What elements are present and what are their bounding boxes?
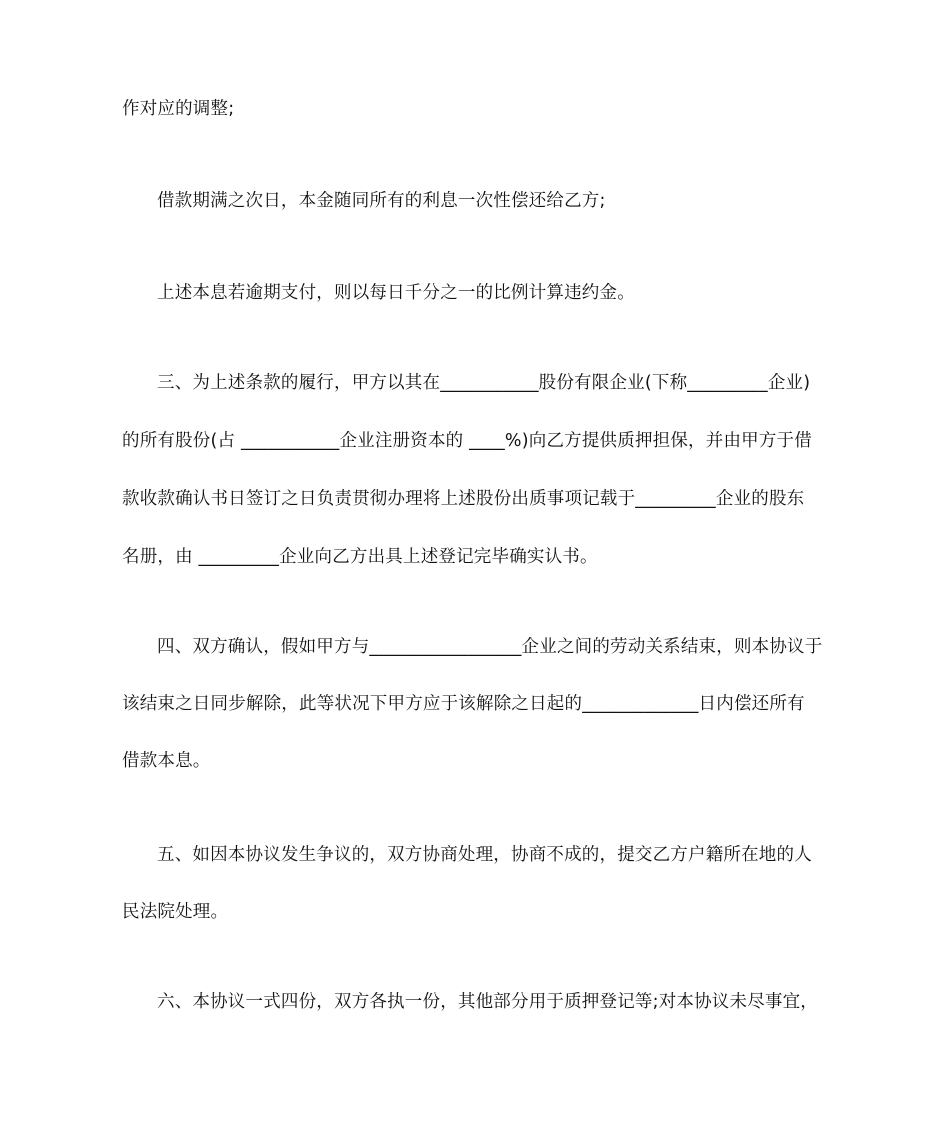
clause-3-line: 三、为上述条款的履行，甲方以其在___________股份有限企业(下称_________企业) [157, 373, 811, 393]
clause-3-line: 款收款确认书日签订之日负责贯彻办理将上述股份出质事项记载于_________企业的股东 [122, 489, 805, 509]
clause-4-line: 四、双方确认，假如甲方与_________________企业之间的劳动关系结束，则本协议于 [157, 637, 823, 657]
clause-5-line: 五、如因本协议发生争议的，双方协商处理，协商不成的，提交乙方户籍所在地的人 [157, 845, 812, 865]
clause-4-line: 该结束之日同步解除，此等状况下甲方应于该解除之日起的_____________日内偿还所有 [122, 694, 805, 714]
text-line: 上述本息若逾期支付，则以每日千分之一的比例计算违约金。 [157, 283, 635, 303]
clause-4-line: 借款本息。 [122, 751, 211, 771]
clause-3-line: 的所有股份(占 ___________企业注册资本的 ____%)向乙方提供质押担保，并由甲方于借 [122, 431, 812, 451]
clause-3-line: 名册，由 _________企业向乙方出具上述登记完毕确实认书。 [122, 547, 598, 567]
text-line: 借款期满之次日，本金随同所有的利息一次性偿还给乙方; [157, 191, 606, 211]
clause-6-line: 六、本协议一式四份，双方各执一份，其他部分用于质押登记等;对本协议未尽事宜， [157, 992, 818, 1012]
text-line: 作对应的调整; [122, 99, 235, 119]
clause-5-line: 民法院处理。 [122, 902, 229, 922]
